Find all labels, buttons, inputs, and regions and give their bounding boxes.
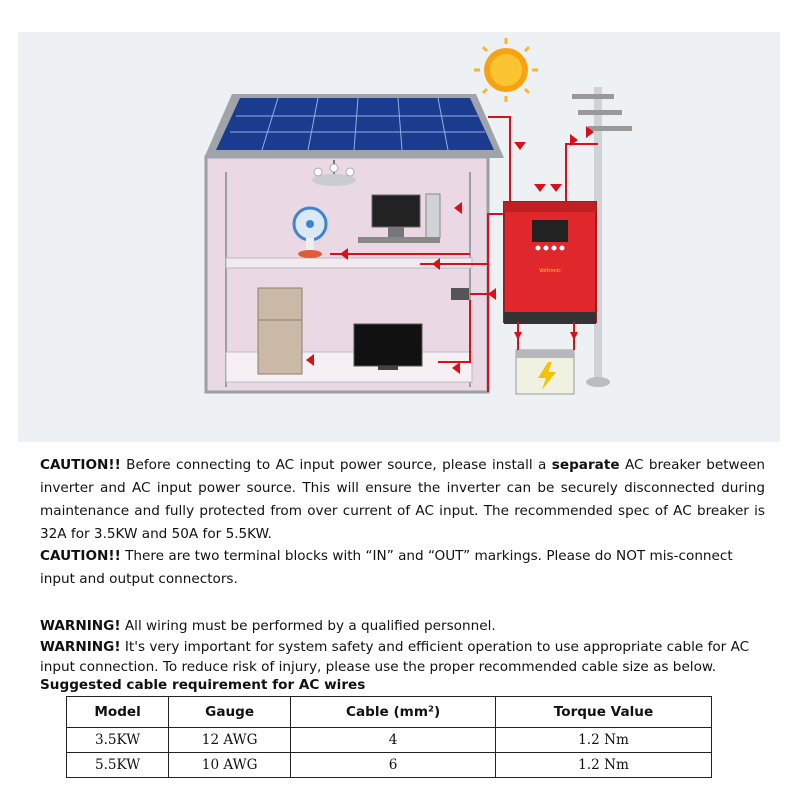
inverter-brand-label: Voltronic xyxy=(539,268,561,274)
television-icon xyxy=(354,324,422,370)
warning-text: It's very important for system safety and efficient operation to use appropriate cable for AC input connection. To reduce risk of injury, please use the proper recommended cable size as below. xyxy=(40,639,750,675)
cell-torque: 1.2 Nm xyxy=(495,728,711,753)
cell-torque: 1.2 Nm xyxy=(495,753,711,778)
cable-requirement-table xyxy=(66,696,712,778)
warning-label: WARNING! xyxy=(40,618,121,634)
cell-gauge: 10 AWG xyxy=(169,753,291,778)
header-model: Model xyxy=(67,697,169,728)
battery-icon xyxy=(516,350,574,394)
caution-label: CAUTION!! xyxy=(40,548,121,564)
caution-emphasis: separate xyxy=(551,457,620,473)
warning-qualified-personnel xyxy=(40,616,765,636)
caution-terminal-blocks xyxy=(40,545,765,591)
cell-cable: 4 xyxy=(291,728,496,753)
caution-text-a: Before connecting to AC input power source, please install a xyxy=(120,457,552,473)
sun-icon xyxy=(474,38,538,102)
cell-model: 3.5KW xyxy=(67,728,169,753)
cell-cable: 6 xyxy=(291,753,496,778)
table-header-row xyxy=(67,697,712,728)
caution-ac-breaker xyxy=(40,454,765,546)
inverter-icon xyxy=(504,202,596,324)
header-gauge: Gauge xyxy=(169,697,291,728)
warning-text: All wiring must be performed by a qualified personnel. xyxy=(120,618,496,634)
cable-table-title: Suggested cable requirement for AC wires xyxy=(40,677,366,693)
caution-text-b: AC breaker between inverter and AC input power source. This will ensure the inverter can be securely disconnected during maintenance and fully protected from over current of AC input. The recommended spec of AC breaker is 32A for 3.5KW and 50A for 5.5KW. xyxy=(40,457,765,542)
caution-label: CAUTION!! xyxy=(40,457,121,473)
table-row xyxy=(67,753,712,778)
solar-diagram-svg xyxy=(18,32,780,442)
cell-model: 5.5KW xyxy=(67,753,169,778)
header-cable: Cable (mm²) xyxy=(291,697,496,728)
cell-gauge: 12 AWG xyxy=(169,728,291,753)
header-torque: Torque Value xyxy=(495,697,711,728)
solar-panel-icon xyxy=(204,94,504,158)
warning-label: WARNING! xyxy=(40,639,121,655)
house-icon xyxy=(206,157,488,392)
warning-cable-size xyxy=(40,637,765,677)
refrigerator-icon xyxy=(258,288,302,374)
table-row xyxy=(67,728,712,753)
solar-system-diagram xyxy=(18,32,780,442)
junction-box-icon xyxy=(451,288,469,300)
caution-text: There are two terminal blocks with “IN” and “OUT” markings. Please do NOT mis-connect input and output connectors. xyxy=(40,548,733,587)
